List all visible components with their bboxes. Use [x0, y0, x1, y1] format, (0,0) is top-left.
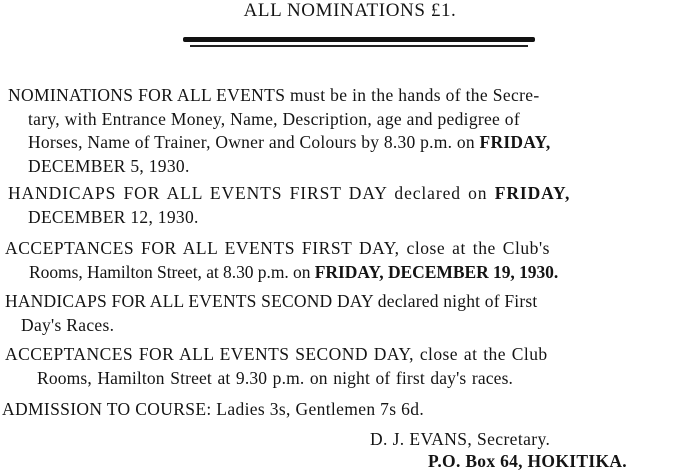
notice-admission: [2, 398, 696, 422]
notice-line: tary, with Entrance Money, Name, Description, age and pedigree of: [28, 108, 520, 129]
notice-line: Rooms, Hamilton Street, at 8.30 p.m. on FRIDAY, DECEMBER 19, 1930.: [29, 261, 559, 282]
notice-line: ACCEPTANCES FOR ALL EVENTS FIRST DAY, close at the Club's: [5, 238, 551, 258]
notice-header: ALL NOMINATIONS £1.: [243, 0, 457, 21]
notice-line: DECEMBER 5, 1930.: [28, 155, 190, 176]
notice-line: Horses, Name of Trainer, Owner and Colours by 8.30 p.m. on FRIDAY,: [28, 132, 551, 152]
notice-line: HANDICAPS FOR ALL EVENTS SECOND DAY declared night of First: [5, 291, 538, 311]
header-rule-thin: [190, 45, 528, 47]
notice-line: Rooms, Hamilton Street at 9.30 p.m. on night of first day's races.: [37, 367, 514, 388]
notice-line: NOMINATIONS FOR ALL EVENTS must be in the hands of the Secre-: [8, 85, 540, 105]
notice-handicaps-second-day: [5, 290, 699, 337]
notice-acceptances-second-day: [5, 343, 699, 390]
notice-nominations: [8, 84, 700, 178]
notice-line: Day's Races.: [21, 314, 115, 335]
notice-line: DECEMBER 12, 1930.: [28, 206, 199, 227]
notice-handicaps-first-day: [8, 182, 700, 229]
notice-line: ACCEPTANCES FOR ALL EVENTS SECOND DAY, close at the Club: [5, 344, 548, 364]
signature-address: P.O. Box 64, HOKITIKA.: [428, 451, 627, 471]
header-rule: [183, 37, 535, 42]
admission-line: ADMISSION TO COURSE: Ladies 3s, Gentlemen 7s 6d.: [2, 399, 425, 419]
notice-acceptances-first-day: [5, 237, 699, 284]
signature-name: D. J. EVANS, Secretary.: [370, 429, 551, 449]
notice-line: HANDICAPS FOR ALL EVENTS FIRST DAY declared on FRIDAY,: [8, 183, 571, 203]
